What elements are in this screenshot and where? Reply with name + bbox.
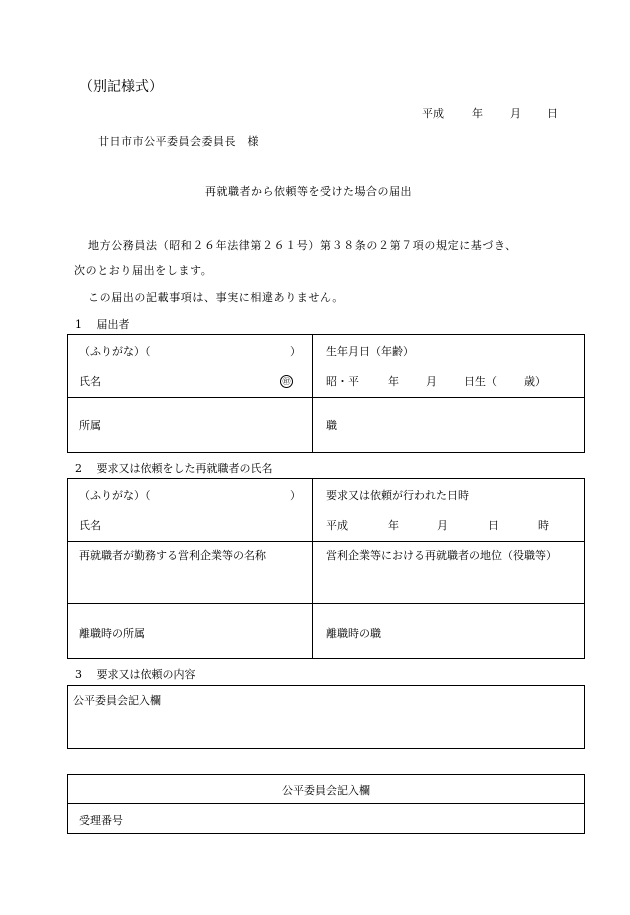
seal-icon: ㊞ (280, 375, 293, 388)
datetime-year: 年 (388, 519, 399, 532)
era-options: 昭・平 (326, 375, 359, 388)
date-month: 月 (510, 107, 521, 120)
divider (312, 479, 313, 658)
date-era: 平成 (422, 107, 444, 120)
committee-entry-label: 公平委員会記入欄 (73, 694, 161, 707)
furigana-label: （ふりがな）（ (79, 489, 151, 502)
datetime-era: 平成 (326, 519, 348, 532)
divider (68, 603, 584, 604)
age: 歳） (524, 375, 546, 388)
name-label: 氏名 (79, 375, 101, 388)
former-affiliation-label: 離職時の所属 (79, 627, 145, 640)
datetime-label: 要求又は依頼が行われた日時 (326, 489, 469, 502)
section3-heading: 3 要求又は依頼の内容 (75, 668, 196, 681)
company-position-label: 営利企業等における再就職者の地位（役職等） (326, 549, 557, 562)
page-title: 再就職者から依頼等を受けた場合の届出 (205, 185, 412, 198)
body-line-3: この届出の記載事項は、事実に相違ありません。 (88, 291, 344, 304)
form-label: （別記様式） (79, 79, 163, 95)
divider (312, 335, 313, 452)
section1-table (67, 334, 585, 453)
office-use-header: 公平委員会記入欄 (282, 784, 370, 797)
body-line-2: 次のとおり届出をします。 (74, 264, 213, 277)
divider (68, 397, 584, 398)
birth-year: 年 (388, 375, 399, 388)
furigana-label: （ふりがな）（ (79, 345, 151, 358)
birth-label: 生年月日（年齢） (326, 345, 414, 358)
body-line-1: 地方公務員法（昭和２６年法律第２６１号）第３８条の２第７項の規定に基づき、 (88, 239, 517, 252)
datetime-day: 日 (488, 519, 499, 532)
datetime-hour: 時 (538, 519, 549, 532)
section2-table (67, 478, 585, 659)
receipt-number-label: 受理番号 (79, 814, 123, 827)
name-label: 氏名 (79, 519, 101, 532)
office-use-box (67, 774, 585, 834)
furigana-close: ） (290, 345, 301, 358)
divider (68, 803, 584, 804)
furigana-close: ） (290, 489, 301, 502)
addressee: 廿日市市公平委員会委員長 様 (98, 135, 259, 148)
section3-box (67, 685, 585, 749)
affiliation-label: 所属 (79, 419, 101, 432)
section1-heading: 1 届出者 (75, 318, 130, 331)
birth-month: 月 (426, 375, 437, 388)
divider (68, 541, 584, 542)
former-position-label: 離職時の職 (326, 627, 381, 640)
position-label: 職 (326, 419, 337, 432)
date-day: 日 (547, 107, 558, 120)
datetime-month: 月 (437, 519, 448, 532)
birth-day: 日生（ (464, 375, 497, 388)
company-label: 再就職者が勤務する営利企業等の名称 (79, 549, 266, 562)
date-year: 年 (472, 107, 483, 120)
section2-heading: 2 要求又は依頼をした再就職者の氏名 (75, 462, 273, 475)
